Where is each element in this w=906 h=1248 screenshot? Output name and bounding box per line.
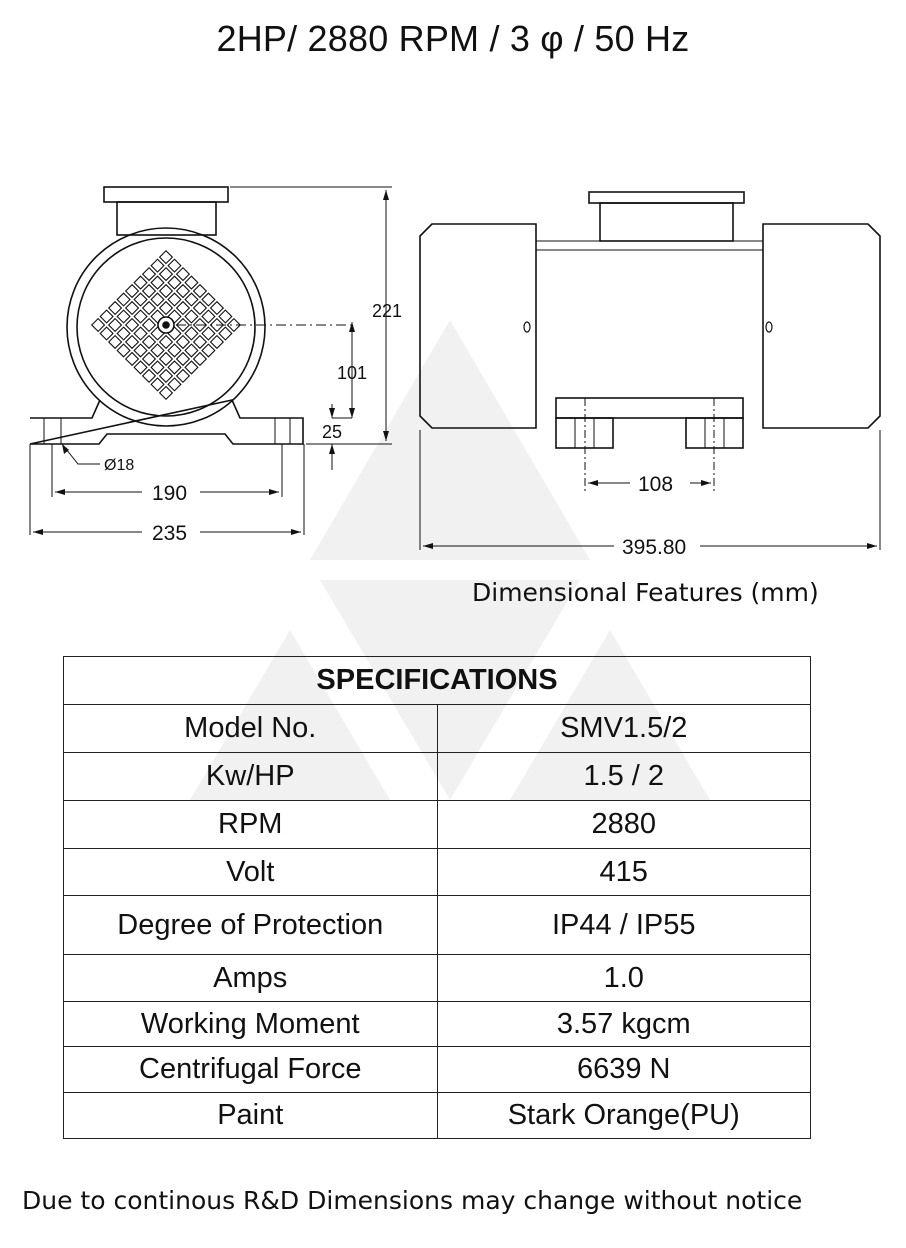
grille-cell — [202, 344, 215, 357]
grille-cell — [151, 378, 164, 391]
grille-cell — [168, 293, 181, 306]
spec-value: 3.57 kgcm — [437, 1002, 811, 1047]
grille-cell — [143, 353, 156, 366]
grille-cell — [143, 285, 156, 298]
table-row — [64, 896, 811, 955]
grille-cell — [100, 310, 113, 323]
dim-foot-length: 108 — [638, 473, 674, 496]
grille-cell — [168, 259, 181, 272]
grille-cell — [151, 344, 164, 357]
dim-hole-spacing: 190 — [152, 482, 188, 505]
grille-cell — [134, 293, 147, 306]
grille-cell — [194, 285, 207, 298]
grille-cell — [168, 344, 181, 357]
grille-cell — [185, 276, 198, 289]
grille-cell — [160, 387, 173, 400]
grille-cell — [168, 361, 181, 374]
grille-cell — [126, 336, 139, 349]
grille-cell — [143, 370, 156, 383]
grille-cell — [143, 336, 156, 349]
grille-cell — [160, 370, 173, 383]
front-view — [30, 187, 352, 444]
grille-cell — [109, 302, 122, 315]
spec-value: 2880 — [437, 801, 811, 849]
grille-cell — [202, 327, 215, 340]
grille-cell — [160, 268, 173, 281]
grille-cell — [194, 353, 207, 366]
grille-cell — [168, 276, 181, 289]
grille-cell — [117, 327, 130, 340]
grille-cell — [177, 285, 190, 298]
grille-cell — [185, 327, 198, 340]
table-row — [64, 705, 811, 753]
grille-cell — [177, 302, 190, 315]
grille-cell — [134, 344, 147, 357]
drawing-caption: Dimensional Features (mm) — [472, 578, 819, 607]
grille-cell — [117, 310, 130, 323]
grille-cell — [185, 361, 198, 374]
table-row — [64, 849, 811, 896]
grille-cell — [177, 268, 190, 281]
spec-label: Volt — [64, 849, 438, 896]
grille-cell — [219, 327, 232, 340]
spec-label: Centrifugal Force — [64, 1047, 438, 1093]
page-title: 2HP/ 2880 RPM / 3 φ / 50 Hz — [216, 18, 690, 59]
table-row — [64, 753, 811, 801]
grille-cell — [185, 310, 198, 323]
grille-cell — [177, 353, 190, 366]
grille-cell — [117, 344, 130, 357]
spec-value: 6639 N — [437, 1047, 811, 1093]
side-view — [420, 192, 880, 494]
grille-cell — [126, 302, 139, 315]
grille-cell — [177, 370, 190, 383]
grille-cell — [126, 285, 139, 298]
spec-label: Amps — [64, 955, 438, 1002]
grille-cell — [160, 251, 173, 264]
spec-value: SMV1.5/2 — [437, 705, 811, 753]
grille-cell — [160, 336, 173, 349]
grille-cell — [151, 276, 164, 289]
grille-cell — [185, 344, 198, 357]
dim-base-width: 235 — [152, 522, 188, 545]
grille-cell — [126, 353, 139, 366]
spec-value: Stark Orange(PU) — [437, 1093, 811, 1139]
grille-cell — [143, 319, 156, 332]
grille-cell — [160, 285, 173, 298]
spec-value: 1.0 — [437, 955, 811, 1002]
grille-cell — [202, 293, 215, 306]
table-row — [64, 955, 811, 1002]
grille-cell — [151, 293, 164, 306]
spec-value: IP44 / IP55 — [437, 896, 811, 955]
specifications-heading: SPECIFICATIONS — [64, 657, 811, 705]
grille-cell — [143, 302, 156, 315]
grille-cell — [134, 310, 147, 323]
grille-cell — [211, 302, 224, 315]
spec-label: Model No. — [64, 705, 438, 753]
grille-cell — [134, 327, 147, 340]
spec-label: Working Moment — [64, 1002, 438, 1047]
grille-cell — [160, 302, 173, 315]
grille-cell — [160, 353, 173, 366]
spec-label: Paint — [64, 1093, 438, 1139]
grille-cell — [92, 319, 105, 332]
grille-cell — [109, 319, 122, 332]
grille-cell — [117, 293, 130, 306]
dim-height: 221 — [372, 301, 403, 321]
spec-label: RPM — [64, 801, 438, 849]
dim-shaft-height: 101 — [337, 363, 368, 383]
grille-cell — [109, 336, 122, 349]
grille-cell — [134, 361, 147, 374]
spec-value: 1.5 / 2 — [437, 753, 811, 801]
spec-label: Degree of Protection — [64, 896, 438, 955]
dim-overall-length: 395.80 — [622, 536, 687, 559]
grille-cell — [202, 310, 215, 323]
grille-cell — [151, 361, 164, 374]
grille-cell — [100, 327, 113, 340]
table-row — [64, 1047, 811, 1093]
table-row — [64, 1002, 811, 1047]
disclaimer-text: Due to continous R&D Dimensions may change without notice — [22, 1186, 803, 1215]
table-row — [64, 1093, 811, 1139]
grille-cell — [185, 293, 198, 306]
table-row — [64, 801, 811, 849]
grille-cell — [134, 276, 147, 289]
dim-foot-height: 25 — [322, 422, 343, 442]
grille-cell — [194, 336, 207, 349]
grille-cell — [126, 319, 139, 332]
grille-cell — [211, 336, 224, 349]
dim-hole-dia: Ø18 — [104, 457, 135, 474]
spec-label: Kw/HP — [64, 753, 438, 801]
grille-cell — [177, 336, 190, 349]
spec-value: 415 — [437, 849, 811, 896]
grille-cell — [151, 259, 164, 272]
grille-cell — [168, 378, 181, 391]
grille-cell — [143, 268, 156, 281]
specifications-table — [63, 656, 811, 1139]
grille-cell — [194, 302, 207, 315]
grille-cell — [219, 310, 232, 323]
